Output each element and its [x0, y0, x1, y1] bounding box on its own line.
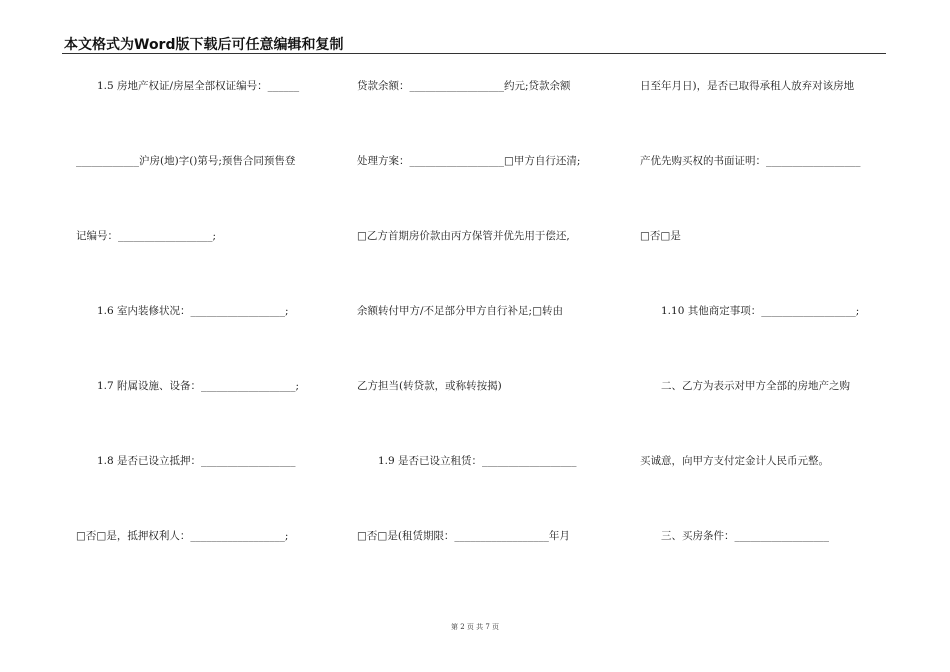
col1-line-3: 记编号：__________________;: [76, 230, 217, 242]
document-header-title: 本文格式为Word版下载后可任意编辑和复制: [64, 37, 344, 53]
col1-line-5: 1.7 附属设施、设备：__________________;: [76, 380, 300, 392]
col2-line-5: 乙方担当(转贷款，或称转按揭): [357, 380, 502, 392]
col1-line-4: 1.6 室内装修状况：__________________;: [76, 305, 289, 317]
col1-line-7: □否□是，抵押权利人：__________________;: [76, 530, 289, 542]
col1-line-6: 1.8 是否已设立抵押：__________________: [76, 455, 296, 467]
col1-line-2: ____________沪房(地)字()第号;预售合同预售登: [76, 155, 296, 167]
col2-line-6: 1.9 是否已设立租赁：__________________: [357, 455, 577, 467]
col2-line-4: 余额转付甲方/不足部分甲方自行补足;□转由: [357, 305, 563, 317]
col2-line-7: □否□是(租赁期限：__________________年月: [357, 530, 570, 542]
col3-line-3: □否□是: [640, 230, 681, 242]
col3-line-4: 1.10 其他商定事项：__________________;: [640, 305, 860, 317]
col2-line-2: 处理方案：__________________□甲方自行还清;: [357, 155, 581, 167]
col2-line-1: 贷款余额：__________________约元;贷款余额: [357, 80, 571, 92]
col2-line-3: □乙方首期房价款由丙方保管并优先用于偿还,: [357, 230, 570, 242]
header-divider: [62, 53, 886, 54]
col3-line-7: 三、买房条件：__________________: [640, 530, 829, 542]
col3-line-6: 买诚意，向甲方支付定金计人民币元整。: [640, 455, 829, 467]
col3-line-5: 二、乙方为表示对甲方全部的房地产之购: [640, 380, 850, 392]
col3-line-1: 日至年月日)，是否已取得承租人放弃对该房地: [640, 80, 855, 92]
page-number-footer: 第 2 页 共 7 页: [450, 623, 500, 631]
col3-line-2: 产优先购买权的书面证明：__________________: [640, 155, 861, 167]
col1-line-1: 1.5 房地产权证/房屋全部权证编号：______: [76, 80, 300, 92]
